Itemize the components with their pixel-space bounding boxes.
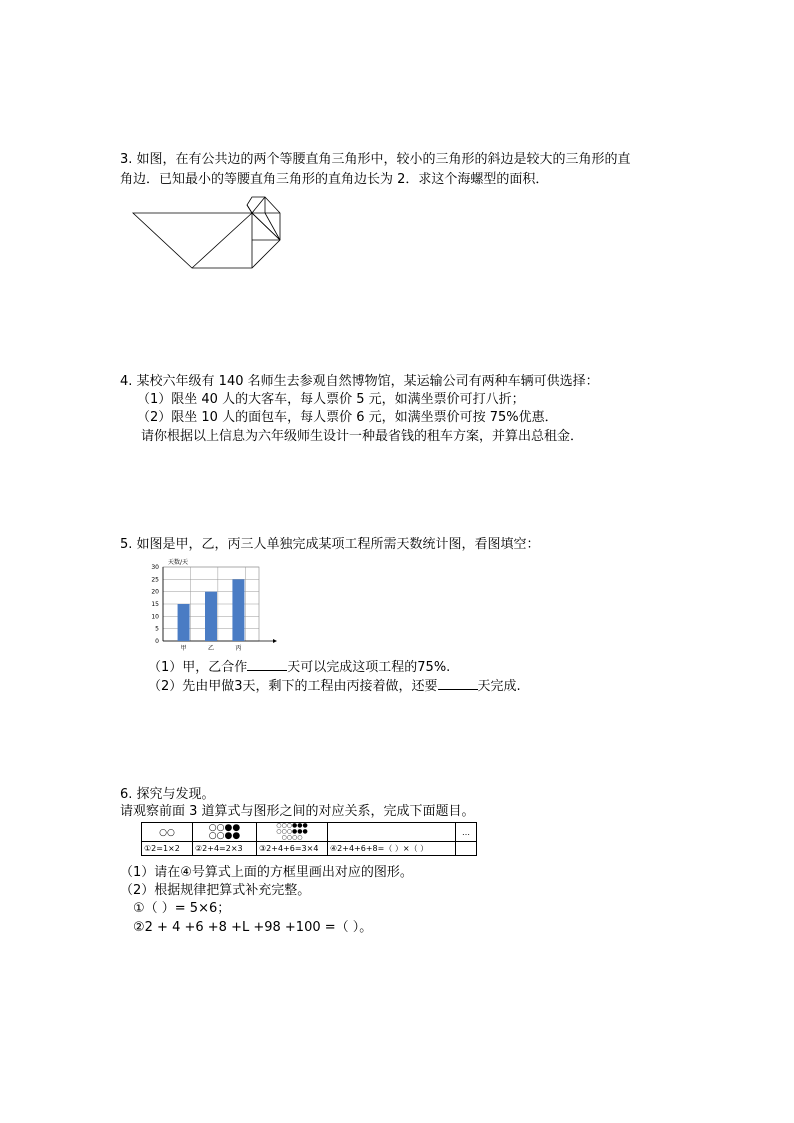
y-tick-label: 25 [151, 576, 159, 584]
x-tick-label: 丙 [235, 645, 242, 652]
q5-sub1-text-a: （1）甲，乙合作 [148, 660, 248, 675]
conch-figure [130, 193, 285, 273]
y-tick-label: 10 [151, 613, 159, 621]
bar-chart [145, 555, 280, 657]
q6-sub2: （2）根据规律把算式补充完整。 [120, 883, 311, 898]
dots-3b: ○○○●●● [276, 828, 308, 835]
formula-2: ②2+4=2×3 [193, 842, 257, 856]
pattern-cell-4-blank[interactable] [328, 823, 456, 842]
q5-sub1-text-b: 天可以完成这项工程的75%. [287, 660, 451, 675]
dots-1: ○○ [159, 827, 175, 838]
x-tick-label: 乙 [207, 645, 215, 652]
y-tick-label: 5 [155, 625, 159, 633]
y-axis-label: 天数/天 [168, 559, 189, 566]
pattern-cell-3 [257, 823, 328, 842]
y-tick-label: 0 [155, 638, 159, 645]
q5-blank-1[interactable] [247, 658, 287, 671]
bar-乙 [205, 592, 217, 641]
q4-line3: （2）限坐 10 人的面包车，每人票价 6 元，如满坐票价可按 75%优惠． [137, 410, 558, 425]
y-tick-label: 20 [151, 588, 159, 596]
pattern-cell-1 [142, 823, 193, 842]
q5-sub2-text-b: 天完成. [477, 679, 521, 694]
q4-line4: 请你根据以上信息为六年级师生设计一种最省钱的租车方案，并算出总租金． [141, 429, 584, 444]
q5-sub1 [148, 658, 450, 677]
q5-sub2 [148, 677, 521, 696]
x-axis-arrow [273, 639, 277, 643]
q6-sub1: （1）请在④号算式上面的方框里画出对应的图形。 [120, 865, 413, 880]
q6-title: 6. 探究与发现。 [120, 787, 215, 802]
q6-eq1: ①（ ）= 5×6； [133, 901, 231, 916]
q4-line2: （1）限坐 40 人的大客车，每人票价 5 元，如满坐票价可打八折； [137, 392, 525, 407]
q5-blank-2[interactable] [438, 677, 478, 690]
q3-line1: 3. 如图，在有公共边的两个等腰直角三角形中，较小的三角形的斜边是较大的三角形的直 [120, 152, 631, 167]
formula-4: ④2+4+6+8=（ ）×（ ） [328, 842, 456, 856]
q5-line1: 5. 如图是甲，乙，丙三人单独完成某项工程所需天数统计图，看图填空： [120, 537, 540, 552]
formula-5 [456, 842, 477, 856]
formula-1: ①2=1×2 [142, 842, 193, 856]
q5-sub2-text-a: （2）先由甲做3天，剩下的工程由丙接着做，还要 [148, 679, 438, 694]
dots-3a: ○○○●●● [276, 822, 308, 829]
q6-eq2: ②2 + 4 +6 +8 +L +98 +100 =（ ）。 [133, 920, 373, 935]
q4-line1: 4. 某校六年级有 140 名师生去参观自然博物馆，某运输公司有两种车辆可供选择： [120, 374, 599, 389]
dots-3c: ○○○○ [281, 834, 303, 841]
pattern-table [141, 822, 477, 856]
q3-line2: 角边．已知最小的等腰直角三角形的直角边长为 2．求这个海螺型的面积． [120, 172, 549, 187]
y-tick-label: 30 [151, 564, 159, 571]
pattern-cell-ellipsis: … [456, 823, 477, 842]
dots-2b: ○○●● [208, 831, 241, 841]
x-tick-label: 甲 [180, 645, 187, 652]
dots-2a: ○○●● [208, 823, 241, 833]
formula-3: ③2+4+6=3×4 [257, 842, 328, 856]
bar-甲 [178, 604, 190, 641]
bar-丙 [232, 579, 244, 641]
y-tick-label: 15 [151, 601, 159, 608]
pattern-cell-2 [193, 823, 257, 842]
q6-instruction: 请观察前面 3 道算式与图形之间的对应关系，完成下面题目。 [120, 804, 475, 819]
